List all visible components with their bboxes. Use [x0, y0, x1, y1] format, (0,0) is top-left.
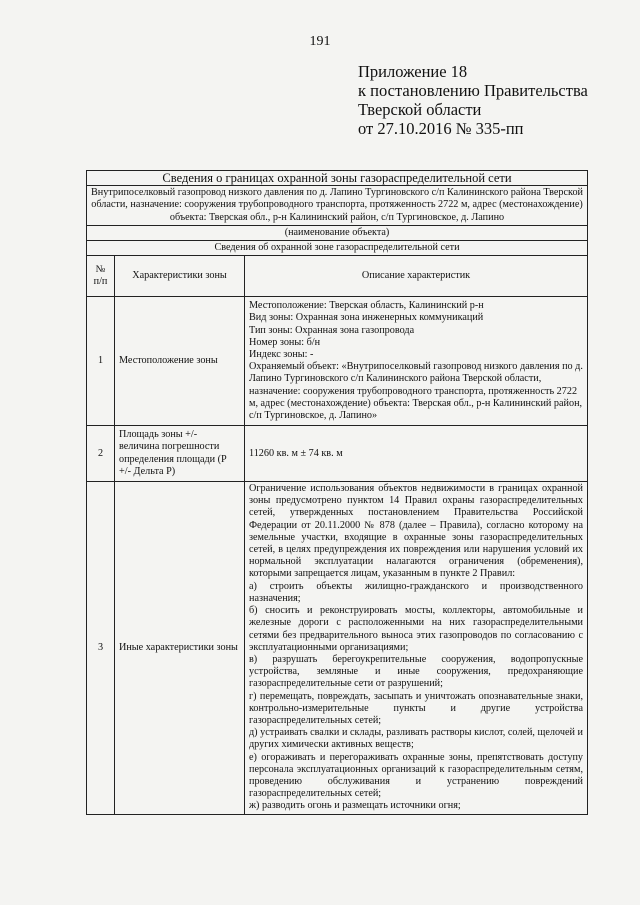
protected-zone-table [86, 170, 588, 815]
appendix-line-4: от 27.10.2016 № 335-пп [358, 119, 524, 138]
description-paragraph: б) сносить и реконструировать мосты, коллекторы, автомобильные и железные дороги с расположенными на них газораспределительными сетями без предварительного выноса этих газопроводов по согласованию с эксплуатационными организациями; [249, 605, 583, 653]
table-row [87, 297, 588, 426]
row-number: 3 [87, 482, 115, 814]
table-title: Сведения о границах охранной зоны газораспределительной сети [87, 171, 588, 186]
row-description [245, 482, 588, 814]
header-characteristics: Характеристики зоны [115, 256, 245, 297]
row-characteristic: Местоположение зоны [115, 297, 245, 426]
appendix-header [358, 62, 588, 138]
description-line: Местоположение: Тверская область, Калининский р-н [249, 300, 484, 312]
object-description: Внутрипоселковый газопровод низкого давления по д. Лапино Тургиновского с/п Калининского района Тверской области, назначение: сооружения трубопроводного транспорта, протяженность 2722 м, адрес (местонахождение) объекта: Тверская обл., р-н Калининский район, с/п Тургиновское, д. Лапино [87, 186, 588, 226]
appendix-line-1: Приложение 18 [358, 62, 468, 81]
section-title: Сведения об охранной зоне газораспределительной сети [87, 241, 588, 256]
table-row [87, 482, 588, 814]
description-line: Вид зоны: Охранная зона инженерных коммуникаций [249, 312, 484, 324]
row-characteristic: Иные характеристики зоны [115, 482, 245, 814]
description-line: Номер зоны: б/н [249, 336, 321, 348]
description-paragraph: ж) разводить огонь и размещать источники огня; [249, 800, 461, 812]
header-description: Описание характеристик [245, 256, 588, 297]
description-paragraph: в) разрушать берегоукрепительные сооружения, водопропускные устройства, земляные и иные сооружения, предохраняющие газораспределительные сети от разрушений; [249, 653, 583, 690]
description-paragraph: е) огораживать и перегораживать охранные зоны, препятствовать доступу персонала эксплуатационных организаций к газораспределительным сетям, проведению обслуживания и устранению повреждений газораспределительных сетей; [249, 751, 583, 800]
description-paragraph: а) строить объекты жилищно-гражданского и производственного назначения; [249, 580, 583, 604]
description-paragraph: д) устраивать свалки и склады, разливать растворы кислот, солей, щелочей и других химически активных веществ; [249, 727, 583, 751]
row-characteristic: Площадь зоны +/- величина погрешности определения площади (Р +/- Дельта Р) [115, 426, 245, 482]
row-number: 2 [87, 426, 115, 482]
description-paragraph: г) перемещать, повреждать, засыпать и уничтожать опознавательные знаки, контрольно-измерительные пункты и другие устройства газораспределительных сетей; [249, 690, 583, 726]
appendix-line-2: к постановлению Правительства [358, 81, 588, 100]
header-number: № п/п [87, 256, 115, 297]
table-row [87, 426, 588, 482]
page-number: 191 [309, 34, 331, 49]
description-line: Индекс зоны: - [249, 349, 314, 361]
description-paragraph: Ограничение использования объектов недвижимости в границах охранной зоны предусмотрено пунктом 14 Правил охраны газораспределительных сетей, утвержденных постановлением Правительства Российской Федерации от 20.11.2000 № 878 (далее – Правила), согласно которому на земельные участки, входящие в охранные зоны газораспределительных сетей, в целях предупреждения их повреждения или нарушения условий их нормальной эксплуатации налагаются ограничения (обременения), которыми запрещается лицам, указанным в пункте 2 Правил: [249, 483, 583, 580]
row-description [245, 297, 588, 426]
row-number: 1 [87, 297, 115, 426]
object-caption: (наименование объекта) [87, 225, 588, 240]
appendix-line-3: Тверской области [358, 100, 482, 119]
row-description: 11260 кв. м ± 74 кв. м [245, 426, 588, 482]
description-line: Охраняемый объект: «Внутрипоселковый газопровод низкого давления по д. Лапино Тургиновского с/п Калининского района Тверской области, назначение: сооружения трубопроводного транспорта, протяженность 2722 м, адрес (местонахождение) объекта: Тверская обл., р-н Калининский район, с/п Тургиновское, д. Лапино» [249, 361, 583, 422]
description-line: Тип зоны: Охранная зона газопровода [249, 324, 415, 336]
